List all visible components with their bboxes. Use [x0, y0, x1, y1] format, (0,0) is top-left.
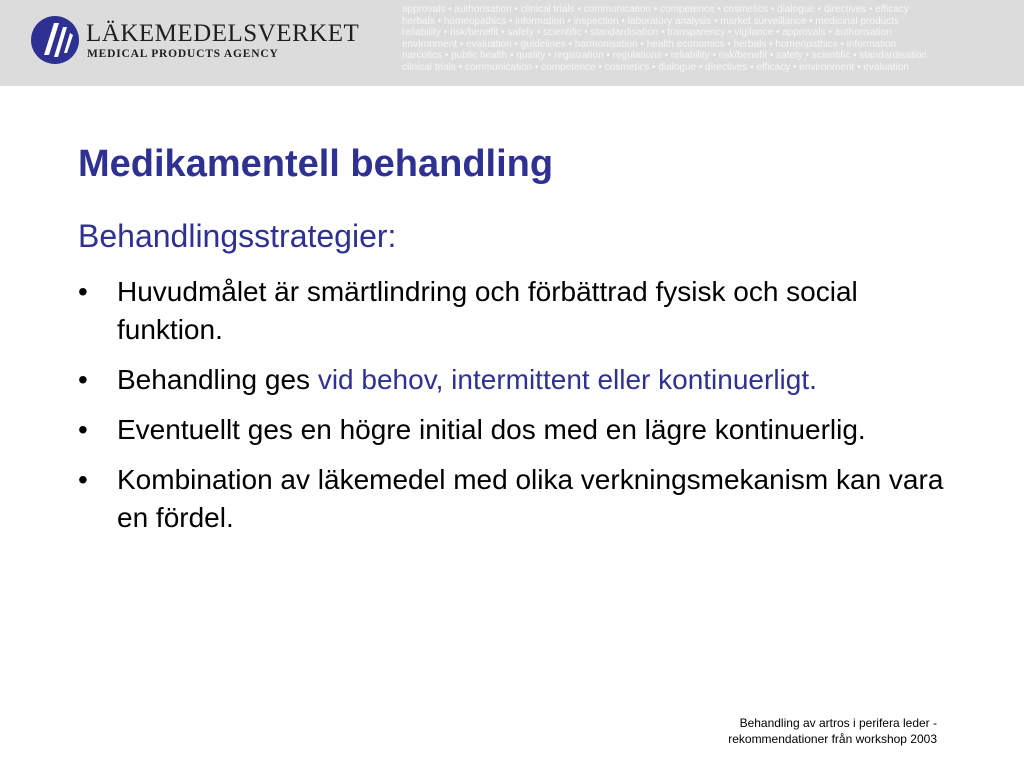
keyword-line: narcotics • public health • quality • registration • regulations • reliability • risk/benefit • safety • scientific • standardisation: [402, 50, 928, 61]
slide-subtitle: Behandlingsstrategier:: [78, 218, 397, 254]
logo-subtitle: MEDICAL PRODUCTS AGENCY: [87, 48, 279, 60]
bullet-item: [78, 461, 958, 537]
header-banner: [0, 0, 1024, 86]
logo-name: LÄKEMEDELSVERKET: [86, 20, 360, 47]
agency-logo-icon: [30, 15, 80, 65]
keyword-line: approvals • authorisation • clinical trials • communication • competence • cosmetics • dialogue • directives • efficacy: [402, 4, 909, 15]
bullet-text: Huvudmålet är smärtlindring och förbättrad fysisk och social funktion.: [117, 276, 858, 345]
keyword-line: reliability • risk/benefit • safety • scientific • standardisation • transparency • vigilance • approvals • authorisation: [402, 27, 892, 38]
keyword-line: herbals • homeopathics • information • inspection • laboratory analysis • market surveillance • medicinal products: [402, 15, 899, 27]
keyword-line: clinical trials • communication • competence • cosmetics • dialogue • directives • efficacy • environment • evaluation: [402, 61, 909, 73]
bullet-item: [78, 361, 958, 399]
bullet-icon: •: [78, 364, 88, 395]
keyword-watermark: [402, 4, 1024, 84]
footer-line: Behandling av artros i perifera leder -: [739, 716, 937, 730]
keyword-line: environment • evaluation • guidelines • harmonisation • health economics • herbals • homeopathics • information: [402, 38, 897, 50]
bullet-highlight-text: vid behov, intermittent eller kontinuerligt.: [317, 364, 817, 395]
bullet-icon: •: [78, 414, 88, 445]
bullet-text: Behandling ges: [117, 364, 318, 395]
bullet-item: [78, 411, 958, 449]
footer-line: rekommendationer från workshop 2003: [728, 732, 937, 746]
slide-footer: [728, 715, 937, 747]
bullet-text: Eventuellt ges en högre initial dos med en lägre kontinuerlig.: [117, 414, 866, 445]
bullet-item: [78, 273, 958, 349]
bullet-icon: •: [78, 464, 88, 495]
bullet-text: Kombination av läkemedel med olika verkningsmekanism kan vara en fördel.: [117, 464, 944, 533]
bullet-list: [78, 273, 958, 549]
bullet-icon: •: [78, 276, 88, 307]
slide-title: Medikamentell behandling: [78, 143, 554, 185]
